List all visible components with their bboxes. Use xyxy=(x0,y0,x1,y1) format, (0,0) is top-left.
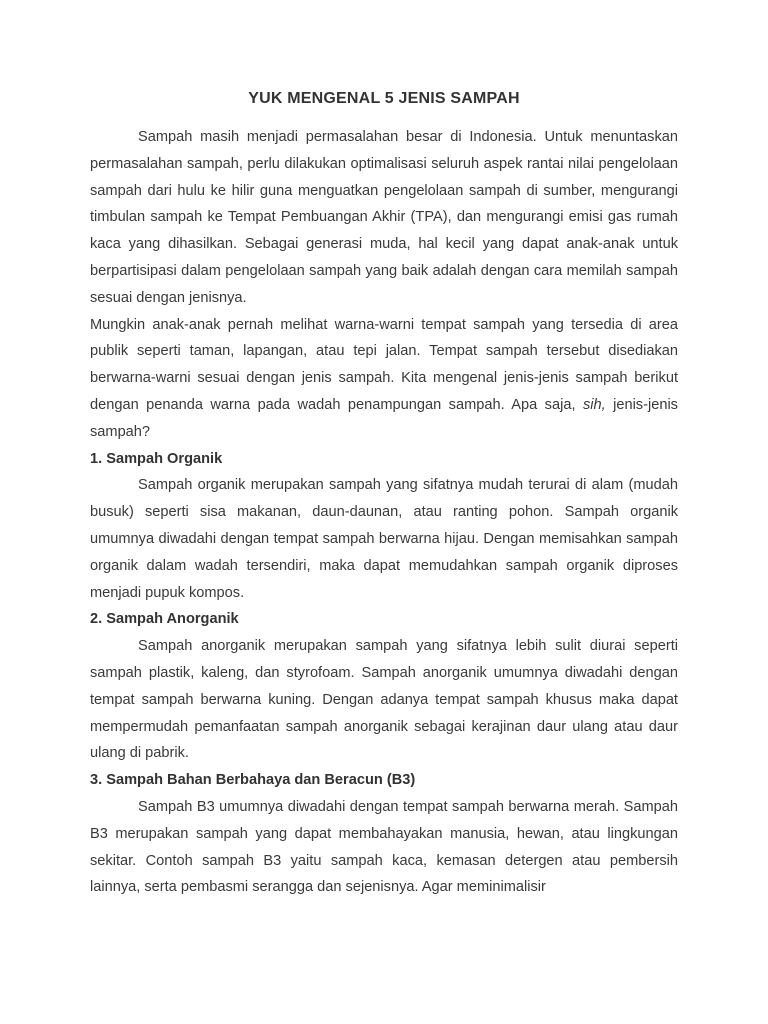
second-paragraph xyxy=(90,312,678,446)
second-paragraph-end: jenis-jenis sampah? xyxy=(90,396,678,440)
section-heading-organik: 1. Sampah Organik xyxy=(90,450,223,467)
second-paragraph-text: Mungkin anak-anak pernah melihat warna-warni tempat sampah yang tersedia di area publik seperti taman, lapangan, atau tepi jalan. Tempat sampah tersebut disediakan berwarna-warni sesuai dengan jenis sampah. Kita mengenal jenis-jenis sampah berikut dengan penanda warna pada wadah penampungan sampah. Apa saja, xyxy=(90,316,678,413)
second-paragraph-italic: sih, xyxy=(582,396,606,413)
section-heading-b3: 3. Sampah Bahan Berbahaya dan Beracun (B3) xyxy=(90,772,416,789)
section-body-b3: Sampah B3 umumnya diwadahi dengan tempat sampah berwarna merah. Sampah B3 merupakan sampah yang dapat membahayakan manusia, hewan, atau lingkungan sekitar. Contoh sampah B3 yaitu sampah kaca, kemasan detergen atau pembersih lainnya, serta pembasmi serangga dan sejenisnya. Agar meminimalisir xyxy=(90,798,678,896)
document-title: YUK MENGENAL 5 JENIS SAMPAH xyxy=(248,90,520,107)
section-body-organik: Sampah organik merupakan sampah yang sifatnya mudah terurai di alam (mudah busuk) seperti sisa makanan, daun-daunan, atau ranting pohon. Sampah organik umumnya diwadahi dengan tempat sampah berwarna hijau. Dengan memisahkan sampah organik dalam wadah tersendiri, maka dapat memudahkan sampah organik diproses menjadi pupuk kompos. xyxy=(90,477,678,601)
intro-paragraph: Sampah masih menjadi permasalahan besar di Indonesia. Untuk menuntaskan permasalahan sampah, perlu dilakukan optimalisasi seluruh aspek rantai nilai pengelolaan sampah dari hulu ke hilir guna menguatkan pengelolaan sampah di sumber, mengurangi timbulan sampah ke Tempat Pembuangan Akhir (TPA), dan mengurangi emisi gas rumah kaca yang dihasilkan. Sebagai generasi muda, hal kecil yang dapat anak-anak untuk berpartisipasi dalam pengelolaan sampah yang baik adalah dengan cara memilah sampah sesuai dengan jenisnya. xyxy=(90,129,678,306)
section-heading-anorganik: 2. Sampah Anorganik xyxy=(90,611,239,628)
section-body-anorganik: Sampah anorganik merupakan sampah yang sifatnya lebih sulit diurai seperti sampah plastik, kaleng, dan styrofoam. Sampah anorganik umumnya diwadahi dengan tempat sampah berwarna kuning. Dengan adanya tempat sampah khusus maka dapat mempermudah pemanfaatan sampah anorganik sebagai kerajinan daur ulang atau daur ulang di pabrik. xyxy=(90,638,678,762)
document-page xyxy=(90,88,678,901)
